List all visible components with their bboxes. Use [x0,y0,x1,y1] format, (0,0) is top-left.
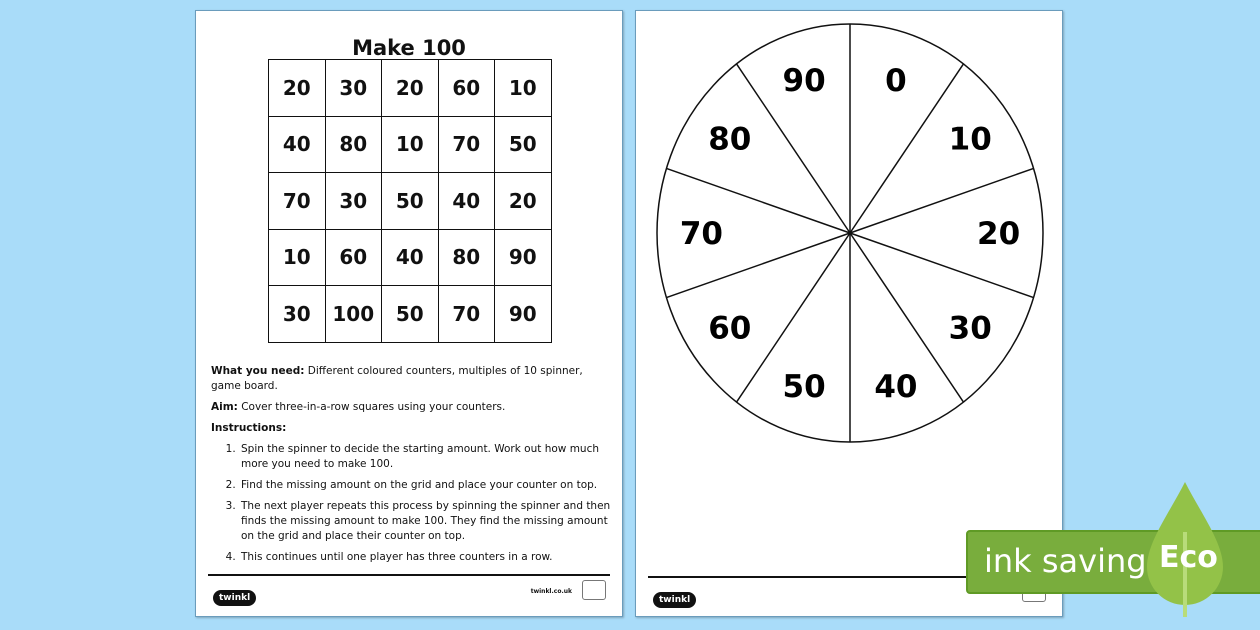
spinner-value: 90 [782,62,826,99]
grid-cell: 20 [269,60,326,117]
spinner-page [635,10,1063,617]
quality-badge-icon [582,580,606,600]
step: 4. This continues until one player has three counters in a row. [239,550,611,565]
spinner [636,11,1064,471]
grid-row [269,286,552,343]
grid-cell: 80 [325,116,382,173]
grid-cell: 60 [438,60,495,117]
spinner-value: 10 [948,121,992,158]
page-title: Make 100 [352,36,466,60]
grid-cell: 10 [495,60,552,117]
grid-cell: 30 [269,286,326,343]
instructions-text [211,364,611,571]
grid-cell: 20 [495,173,552,230]
grid-cell: 10 [382,116,439,173]
step: 1. Spin the spinner to decide the starting amount. Work out how much more you need to make 100. [239,442,611,472]
aim-text: Cover three-in-a-row squares using your counters. [237,401,506,413]
grid-cell: 90 [495,286,552,343]
step: 2. Find the missing amount on the grid and place your counter on top. [239,478,611,493]
need-label: What you need: [211,365,305,377]
ink-saving-label: ink saving [984,542,1147,580]
grid-cell: 40 [269,116,326,173]
spinner-value: 50 [782,369,826,406]
grid-row [269,229,552,286]
spinner-value: 80 [708,121,752,158]
footer [208,574,610,603]
grid-cell: 60 [325,229,382,286]
spinner-value: 60 [708,310,752,347]
spinner-value: 30 [948,310,992,347]
grid-row [269,116,552,173]
spinner-value: 20 [977,216,1021,252]
grid-cell: 50 [495,116,552,173]
spinner-value: 40 [874,369,918,406]
grid-cell: 50 [382,173,439,230]
grid-cell: 70 [438,286,495,343]
grid-cell: 100 [325,286,382,343]
twinkl-logo: twinkl [653,592,696,608]
grid-row [269,173,552,230]
grid-cell: 40 [382,229,439,286]
grid-cell: 70 [438,116,495,173]
grid-cell: 50 [382,286,439,343]
footer-url: twinkl.co.uk [530,588,572,595]
spinner-value: 0 [885,62,907,99]
instructions-heading: Instructions: [211,422,287,434]
grid-cell: 90 [495,229,552,286]
grid-cell: 30 [325,60,382,117]
step: 3. The next player repeats this process by spinning the spinner and then finds the missing amount to make 100. They find the missing amount on the grid and place their counter on top. [239,499,611,544]
game-board-page [195,10,623,617]
grid-cell: 30 [325,173,382,230]
grid-cell: 10 [269,229,326,286]
eco-label: Eco [1159,540,1218,575]
need-text: Different coloured counters, multiples of 10 spinner, game board. [211,365,583,392]
grid-cell: 20 [382,60,439,117]
grid-cell: 70 [269,173,326,230]
grid-cell: 80 [438,229,495,286]
grid-cell: 40 [438,173,495,230]
spinner-value: 70 [679,216,723,252]
twinkl-logo: twinkl [213,590,256,606]
number-grid [268,59,552,343]
grid-row [269,60,552,117]
aim-label: Aim: [211,401,238,413]
